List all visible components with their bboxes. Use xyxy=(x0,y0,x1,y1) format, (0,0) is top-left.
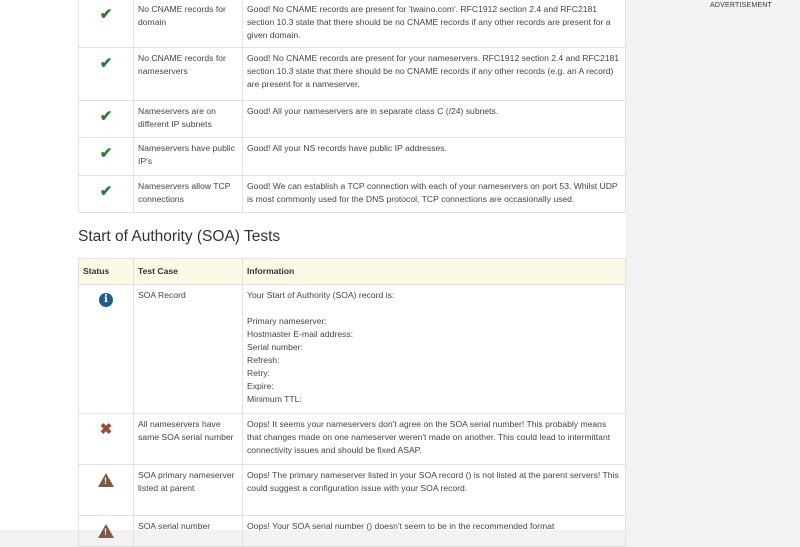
soa-field: Serial number: xyxy=(247,342,303,352)
column-header-status: Status xyxy=(79,259,134,285)
info-icon: i xyxy=(99,293,113,307)
section-title: Start of Authority (SOA) Tests xyxy=(78,228,281,245)
soa-field: Refresh: xyxy=(247,355,280,365)
test-information: Good! We can establish a TCP connection with each of your nameservers on port 53. Whilst UDP is most commonly used for the DNS protocol, TCP connections are occasionally used. xyxy=(243,176,626,213)
advertisement-label: ADVERTISEMENT xyxy=(710,2,772,9)
test-case: Nameservers allow TCP connections xyxy=(134,176,243,213)
warning-icon: ! xyxy=(98,524,114,538)
test-information: Good! All your nameservers are in separate class C (/24) subnets. xyxy=(243,101,626,138)
soa-field: Retry: xyxy=(247,368,270,378)
table-row xyxy=(79,285,626,414)
table-header-row xyxy=(79,259,626,285)
table-row xyxy=(79,465,626,516)
column-header-test-case: Test Case xyxy=(134,259,243,285)
soa-intro: Your Start of Authority (SOA) record is: xyxy=(247,290,395,300)
test-case: SOA serial number xyxy=(134,516,243,547)
test-information xyxy=(243,285,626,414)
soa-field: Primary nameserver: xyxy=(247,316,327,326)
test-information: Good! All your NS records have public IP addresses. xyxy=(243,138,626,176)
table-row xyxy=(79,101,626,138)
checkmark-icon: ✔ xyxy=(99,108,113,125)
test-information: Oops! The primary nameserver listed in your SOA record () is not listed at the parent servers! This could suggest a configuration issue with your SOA record. xyxy=(243,465,626,516)
test-case: No CNAME records for nameservers xyxy=(134,48,243,101)
error-cross-icon: ✖ xyxy=(99,421,113,438)
test-case: SOA primary nameserver listed at parent xyxy=(134,465,243,516)
test-case: All nameservers have same SOA serial number xyxy=(134,414,243,465)
test-information: Good! No CNAME records are present for 'twaino.com'. RFC1912 section 2.4 and RFC2181 section 10.3 state that there should be no CNAME records if any other records are present for a given domain. xyxy=(243,0,626,48)
soa-tests-table xyxy=(78,258,626,547)
dns-tests-table xyxy=(78,0,626,213)
test-case: No CNAME records for domain xyxy=(134,0,243,48)
checkmark-icon: ✔ xyxy=(99,145,113,162)
table-row xyxy=(79,516,626,547)
test-information: Good! No CNAME records are present for your nameservers. RFC1912 section 2.4 and RFC2181 section 10.3 state that there should be no CNAME records if any other records (e.g. an A record) are present for a nameserver. xyxy=(243,48,626,101)
checkmark-icon: ✔ xyxy=(99,183,113,200)
table-row xyxy=(79,414,626,465)
table-row xyxy=(79,176,626,213)
warning-icon: ! xyxy=(98,473,114,487)
advertisement-panel[interactable] xyxy=(642,0,800,530)
soa-field: Minimum TTL: xyxy=(247,394,302,404)
test-information: Oops! Your SOA serial number () doesn't seem to be in the recommended format xyxy=(243,516,626,547)
test-information: Oops! It seems your nameservers don't agree on the SOA serial number! This probably means that changes made on one nameserver weren't made on another. This could lead to intermittant connectivity issues and should be fixed ASAP. xyxy=(243,414,626,465)
table-row xyxy=(79,48,626,101)
checkmark-icon: ✔ xyxy=(99,6,113,23)
soa-field: Hostmaster E-mail address: xyxy=(247,329,354,339)
soa-field: Expire: xyxy=(247,381,274,391)
table-row xyxy=(79,0,626,48)
checkmark-icon: ✔ xyxy=(99,55,113,72)
table-row xyxy=(79,138,626,176)
test-case: Nameservers are on different IP subnets xyxy=(134,101,243,138)
test-case: Nameservers have public IP's xyxy=(134,138,243,176)
column-header-information: Information xyxy=(243,259,626,285)
test-case: SOA Record xyxy=(134,285,243,414)
